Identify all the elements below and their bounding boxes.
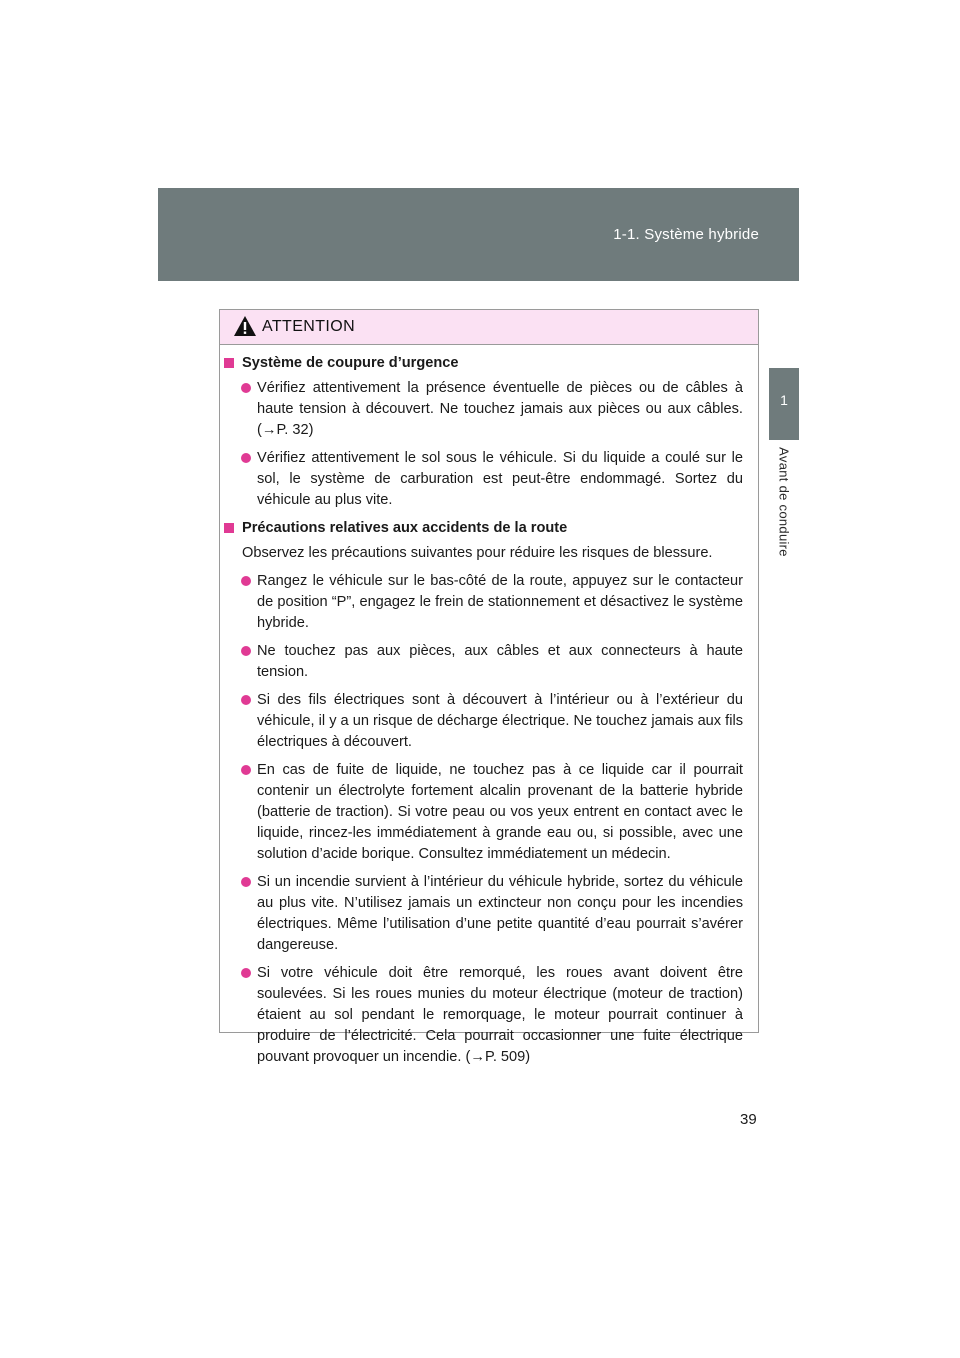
- round-bullet-icon: [241, 646, 251, 656]
- chapter-tab: [769, 368, 799, 440]
- list-item: [224, 448, 743, 511]
- warning-triangle-icon: [233, 315, 257, 337]
- square-bullet-icon: [224, 358, 234, 368]
- chapter-side-label-text: Avant de conduire: [776, 447, 792, 557]
- list-item-text: Si des fils électriques sont à découvert à l’intérieur ou à l’extérieur du véhicule, il y a un risque de décharge électrique. Ne touchez jamais aux fils électriques à découvert.: [257, 692, 743, 750]
- section-intro: Observez les précautions suivantes pour réduire les risques de blessure.: [242, 545, 713, 561]
- square-bullet-icon: [224, 523, 234, 533]
- list-item: [224, 690, 743, 753]
- list-item-text: Si un incendie survient à l’intérieur du véhicule hybride, sortez du véhicule au plus vite. N’utilisez jamais un extincteur non conçu pour les incendies électriques. Même l’utilisation d’une petite quantité d’eau pourrait s’avérer dangereuse.: [257, 874, 743, 953]
- chapter-side-label: [769, 440, 799, 570]
- caution-box: [219, 309, 759, 1065]
- round-bullet-icon: [241, 765, 251, 775]
- list-item-text: Vérifiez attentivement la présence éventuelle de pièces ou de câbles à haute tension à découvert. Ne touchez jamais aux pièces ou aux câbles. (→P. 32): [257, 380, 743, 438]
- list-item: [224, 963, 743, 1068]
- round-bullet-icon: [241, 877, 251, 887]
- list-item-text: Si votre véhicule doit être remorqué, les roues avant doivent être soulevées. Si les roues munies du moteur électrique (moteur de traction) étaient au sol pendant le remorquage, le moteur pourrait continuer à produire de l’électricité. Cela pourrait occasionner une fuite électrique pouvant provoquer un incendie. (→P. 509): [257, 965, 743, 1065]
- list-item-text: Ne touchez pas aux pièces, aux câbles et aux connecteurs à haute tension.: [257, 643, 743, 680]
- section-heading-accident-precautions: [224, 518, 743, 539]
- section-heading-emergency-shutoff: [224, 353, 743, 374]
- round-bullet-icon: [241, 695, 251, 705]
- round-bullet-icon: [241, 576, 251, 586]
- caution-body: [220, 345, 758, 1075]
- list-item-text: Vérifiez attentivement le sol sous le véhicule. Si du liquide a coulé sur le sol, le système de carburation est peut-être endommagé. Sortez du véhicule au plus vite.: [257, 450, 743, 508]
- caution-title: ATTENTION: [262, 318, 356, 335]
- list-item-text: Rangez le véhicule sur le bas-côté de la route, appuyez sur le contacteur de position “P”, engagez le frein de stationnement et désactivez le système hybride.: [257, 573, 743, 631]
- round-bullet-icon: [241, 453, 251, 463]
- caution-header: [220, 310, 758, 345]
- list-item-text: En cas de fuite de liquide, ne touchez pas à ce liquide car il pourrait contenir un électrolyte fortement alcalin provenant de la batterie hybride (batterie de traction). Si votre peau ou vos yeux entrent en contact avec le liquide, rincez-les immédiatement à grande eau ou, si possible, avec une solution d’acide borique. Consultez immédiatement un médecin.: [257, 762, 743, 862]
- list-item: [224, 378, 743, 441]
- round-bullet-icon: [241, 383, 251, 393]
- section-heading-text: Système de coupure d’urgence: [242, 355, 459, 371]
- list-item: [224, 641, 743, 683]
- chapter-number: 1: [780, 392, 788, 408]
- page-number: 39: [740, 1111, 757, 1128]
- list-item: [224, 571, 743, 634]
- chapter-title: 1-1. Système hybride: [613, 226, 759, 243]
- chapter-header-band: [158, 188, 799, 281]
- list-item: [224, 872, 743, 956]
- section-heading-text: Précautions relatives aux accidents de la route: [242, 520, 568, 536]
- round-bullet-icon: [241, 968, 251, 978]
- list-item: [224, 760, 743, 865]
